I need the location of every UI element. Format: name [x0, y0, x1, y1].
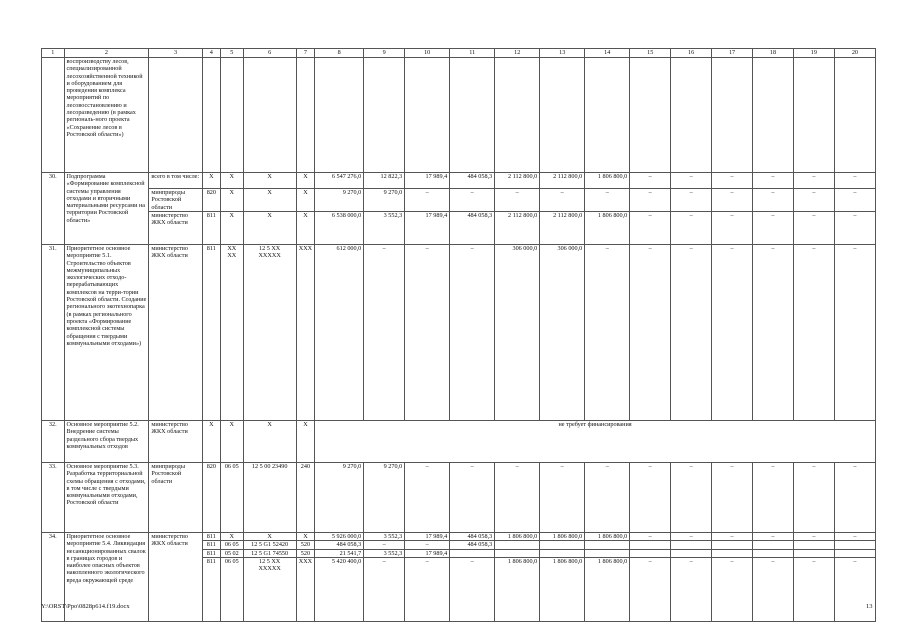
header-cell: 15 — [630, 49, 671, 58]
header-cell: 13 — [540, 49, 585, 58]
header-cell: 9 — [364, 49, 405, 58]
budget-table — [41, 48, 876, 622]
header-cell: 2 — [64, 49, 149, 58]
column-number-header — [42, 49, 876, 58]
header-cell: 20 — [834, 49, 875, 58]
table-row: 30. Подпрограмма «Формирование комплексной системы управления отходами и вторичными материальными ресурсами на территории Ростовской области» всего в том числе: Х Х Х Х 6 547 276,0 12 822,3 17 989,4 484 058,3 2 112 800,0 2 112 800,0 1 806 800,0 – – – – – – — [42, 173, 876, 189]
page-number: 13 — [866, 603, 873, 610]
header-cell: 6 — [243, 49, 296, 58]
header-cell: 14 — [585, 49, 630, 58]
table-row: 811 05 02 12 5 G1 74550 520 21 541,7 3 552,3 17 989,4 — [42, 549, 876, 557]
table-row: 32. Основное мероприятие 5.2. Внедрение системы раздельного сбора твердых коммунальных отходов министерство ЖКХ области Х Х Х Х не требует финансирования — [42, 421, 876, 463]
header-cell: 10 — [405, 49, 450, 58]
measure-name: Основное мероприятие 5.2. Внедрение системы раздельного сбора твердых коммунальных отходов — [64, 421, 149, 463]
header-cell: 1 — [42, 49, 65, 58]
executor: министерство ЖКХ области — [149, 533, 202, 622]
measure-name: Основное мероприятие 5.3. Разработка территориальной схемы обращения с отходами, в том числе с твердыми коммунальными отходами, Ростовской области — [64, 463, 149, 533]
table-row: 811 06 05 12 5 ХХ ХХХХХ ХХХ 5 420 400,0 – – – 1 806 800,0 1 806 800,0 1 806 800,0 – – – – – – — [42, 557, 876, 621]
table-row: 34. Приоритетное основное мероприятие 5.4. Ликвидация несанкционированных свалок в границах городов и наиболее опасных объектов накопленного экологического вреда окружающей среде министерство ЖКХ области 811 Х Х Х 5 926 000,0 3 552,3 17 989,4 484 058,3 1 806 800,0 1 806 800,0 1 806 800,0 – – – – – – — [42, 533, 876, 541]
table-row: 31. Приоритетное основное мероприятие 5.1. Строительство объектов межмуниципальных экологических отходо-перерабатывающих комплексов на терри-тории Ростовской области. Создание регионального экотехнопарка (в рамках регионального проекта «Формирование комплексной системы обращения с твердыми коммунальными отходами») министерство ЖКХ области 811 ХХ ХХ 12 5 ХХ ХХХХХ ХХХ 612 000,0 – – – 306 000,0 306 000,0 – – – – – – – — [42, 245, 876, 421]
header-cell: 19 — [793, 49, 834, 58]
header-cell: 16 — [671, 49, 712, 58]
header-cell: 8 — [315, 49, 364, 58]
measure-name: Подпрограмма «Формирование комплексной системы управления отходами и вторичными материальными ресурсами на территории Ростовской области» — [64, 173, 149, 245]
executor: министерство ЖКХ области — [149, 421, 202, 463]
row-number: 34. — [42, 533, 65, 622]
header-cell: 7 — [296, 49, 314, 58]
no-funding-note: не требует финансирования — [315, 421, 876, 463]
measure-name: Приоритетное основное мероприятие 5.1. Строительство объектов межмуниципальных экологических отходо-перерабатывающих комплексов на терри-тории Ростовской области. Создание регионального экотехнопарка (в рамках регионального проекта «Формирование комплексной системы обращения с твердыми коммунальными отходами») — [64, 245, 149, 421]
header-cell: 4 — [202, 49, 220, 58]
measure-name: Приоритетное основное мероприятие 5.4. Ликвидация несанкционированных свалок в границах городов и наиболее опасных объектов накопленного экологического вреда окружающей среде — [64, 533, 149, 622]
row-number: 32. — [42, 421, 65, 463]
header-cell: 11 — [450, 49, 495, 58]
executor: всего в том числе: — [149, 173, 202, 189]
table-row: 811 06 05 12 5 G1 52420 520 484 058,3 – – 484 058,3 — [42, 541, 876, 549]
table-row: минприроды Ростовской области 820 Х Х Х 9 270,0 9 270,0 – – – – – – – – – – – — [42, 189, 876, 212]
header-cell: 5 — [221, 49, 244, 58]
executor: минприроды Ростовской области — [149, 189, 202, 212]
file-path-footer: Y:\ORST\Ppo\0828p614.f19.docx — [41, 603, 130, 610]
executor: минприроды Ростовской области — [149, 463, 202, 533]
row-number: 31. — [42, 245, 65, 421]
executor: министерство ЖКХ области — [149, 212, 202, 245]
table-row-continued — [42, 58, 876, 173]
table-row: министерство ЖКХ области 811 Х Х Х 6 538 000,0 3 552,3 17 989,4 484 058,3 2 112 800,0 2 112 800,0 1 806 800,0 – – – – – – — [42, 212, 876, 245]
header-cell: 12 — [495, 49, 540, 58]
executor: министерство ЖКХ области — [149, 245, 202, 421]
row-number: 30. — [42, 173, 65, 245]
header-cell: 3 — [149, 49, 202, 58]
header-cell: 17 — [712, 49, 753, 58]
measure-name: воспроизводству лесов, специализированной лесохозяйственной техникой и оборудованием для проведения комплекса мероприятий по лесовосстановлению и лесоразведению (в рамках региональ-ного проекта «Сохранение лесов в Ростовской области») — [64, 58, 149, 173]
table-row: 33. Основное мероприятие 5.3. Разработка территориальной схемы обращения с отходами, в том числе с твердыми коммунальными отходами, Ростовской области минприроды Ростовской области 820 06 05 12 5 00 23490 240 9 270,0 9 270,0 – – – – – – – – – – – — [42, 463, 876, 533]
row-number: 33. — [42, 463, 65, 533]
header-cell: 18 — [753, 49, 794, 58]
